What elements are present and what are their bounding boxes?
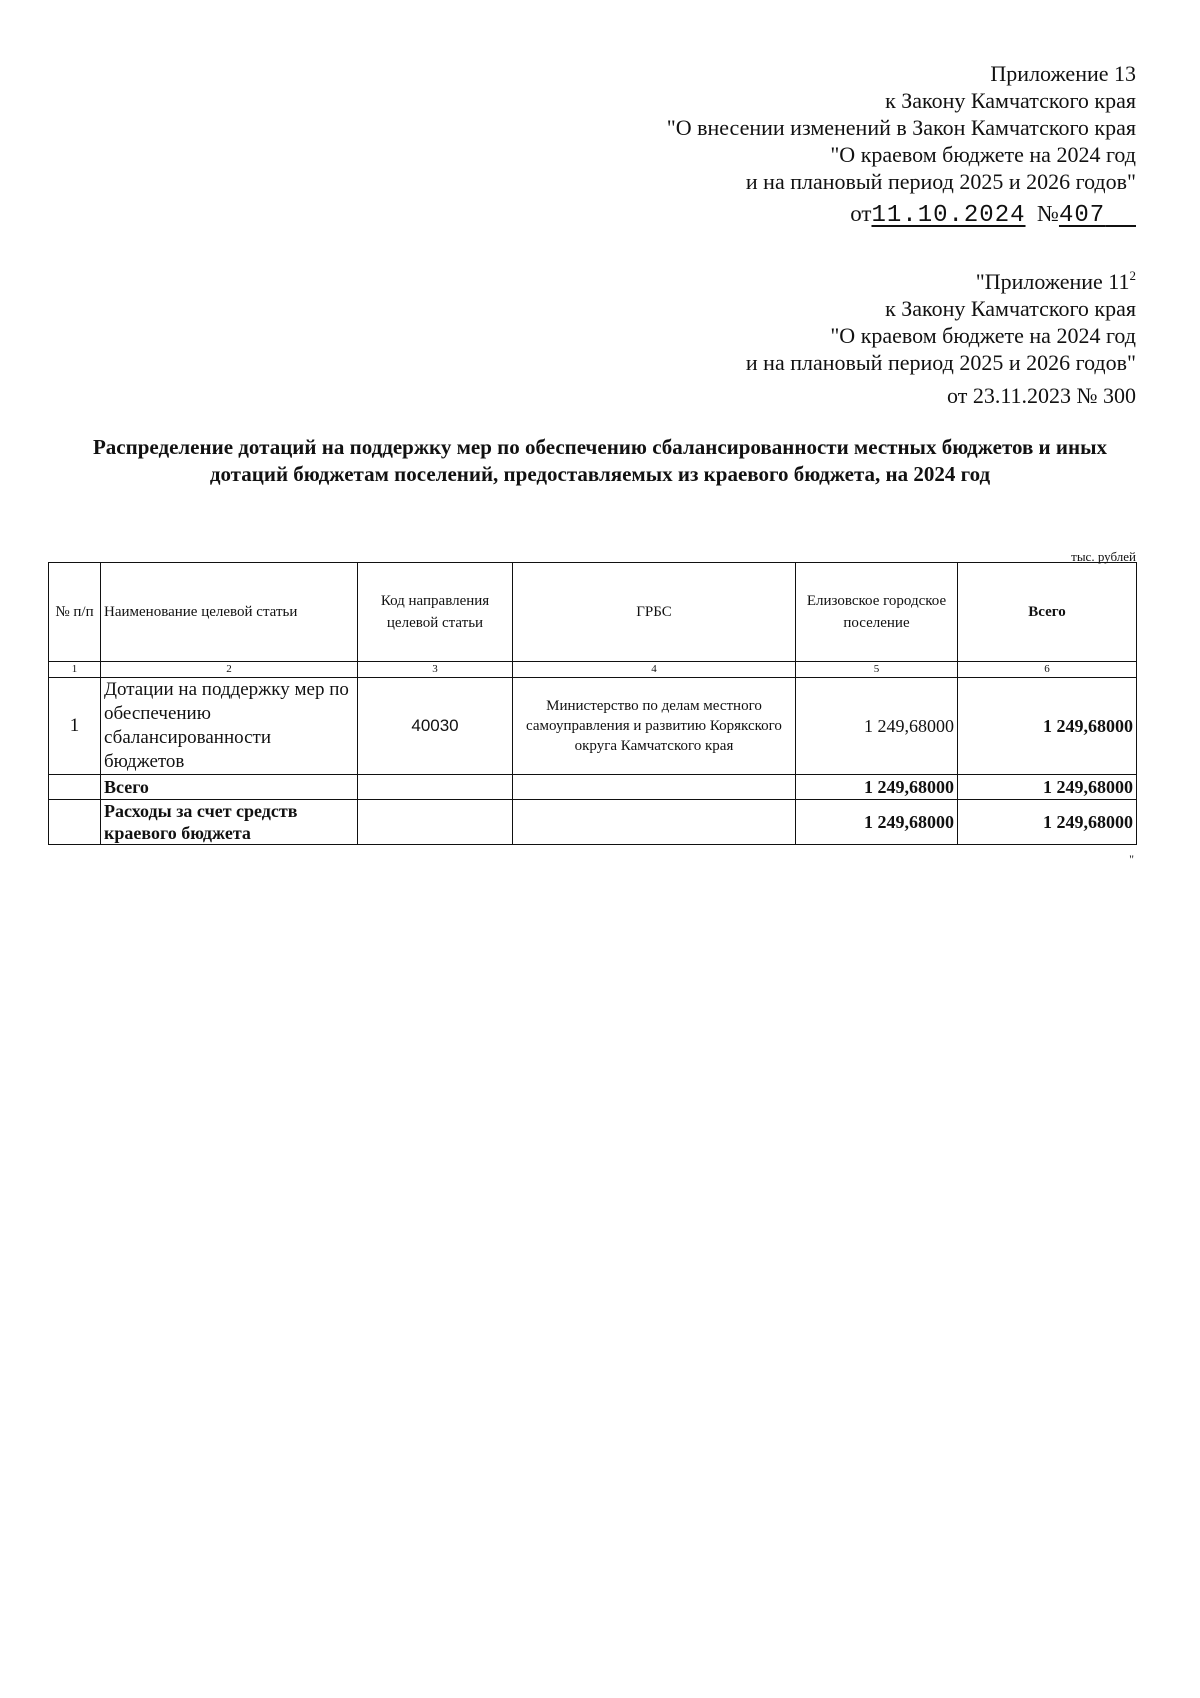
appendix-line: "О краевом бюджете на 2024 год xyxy=(830,323,1136,348)
law-date: 11.10.2024 xyxy=(871,202,1026,229)
document-title: Распределение дотаций на поддержку мер по обеспечению сбалансированности местных бюджетов и иных дотаций бюджетам поселений, предоставляемых из краевого бюджета, на 2024 год xyxy=(92,435,1107,486)
header-line: к Закону Камчатского края xyxy=(885,88,1136,113)
total-empty-cell xyxy=(49,775,101,800)
distribution-table xyxy=(48,562,1137,845)
column-number: 3 xyxy=(358,662,513,678)
column-number: 1 xyxy=(49,662,101,678)
appendix-line: к Закону Камчатского края xyxy=(885,296,1136,321)
closing-quote-mark: " xyxy=(1129,852,1134,866)
appendix-line: и на плановый период 2025 и 2026 годов" xyxy=(745,350,1136,375)
header-total: Всего xyxy=(958,563,1137,662)
row-code: 40030 xyxy=(358,678,513,775)
row-elizovo: 1 249,68000 xyxy=(796,678,958,775)
units-label: тыс. рублей xyxy=(1071,549,1136,564)
header-code: Код направления целевой статьи xyxy=(358,563,513,662)
column-number: 2 xyxy=(101,662,358,678)
row-total: 1 249,68000 xyxy=(958,678,1137,775)
table-row xyxy=(49,678,1137,775)
header-name: Наименование целевой статьи xyxy=(101,563,358,662)
expenses-elizovo: 1 249,68000 xyxy=(796,800,958,845)
expenses-empty-cell xyxy=(49,800,101,845)
appendix-date: от 23.11.2023 № 300 xyxy=(947,383,1136,408)
header-line: "О внесении изменений в Закон Камчатского края xyxy=(666,115,1136,140)
header-line: "О краевом бюджете на 2024 год xyxy=(830,142,1136,167)
total-row xyxy=(49,775,1137,800)
expenses-empty-cell xyxy=(358,800,513,845)
column-number: 5 xyxy=(796,662,958,678)
expenses-empty-cell xyxy=(513,800,796,845)
total-elizovo: 1 249,68000 xyxy=(796,775,958,800)
header-grbs: ГРБС xyxy=(513,563,796,662)
law-reference-block xyxy=(667,60,1136,229)
appendix-superscript: 2 xyxy=(1129,268,1136,283)
header-line: и на плановый период 2025 и 2026 годов" xyxy=(745,169,1136,194)
total-total: 1 249,68000 xyxy=(958,775,1137,800)
expenses-row xyxy=(49,800,1137,845)
law-number: 407 xyxy=(1058,202,1106,229)
header-elizovo: Елизовское городское поселение xyxy=(796,563,958,662)
number-prefix: № xyxy=(1037,201,1059,226)
header-index: № п/п xyxy=(49,563,101,662)
date-prefix: от xyxy=(850,201,872,226)
total-empty-cell xyxy=(358,775,513,800)
row-index: 1 xyxy=(49,678,101,775)
expenses-label: Расходы за счет средств краевого бюджета xyxy=(101,800,358,845)
column-number: 6 xyxy=(958,662,1137,678)
expenses-total: 1 249,68000 xyxy=(958,800,1137,845)
header-line: Приложение 13 xyxy=(990,61,1136,86)
row-grbs: Министерство по делам местного самоуправления и развитию Корякского округа Камчатского края xyxy=(513,678,796,775)
row-name: Дотации на поддержку мер по обеспечению сбалансированности бюджетов xyxy=(101,678,358,775)
column-number-row xyxy=(49,662,1137,678)
appendix-title-text: "Приложение 11 xyxy=(975,269,1130,294)
appendix-title xyxy=(746,262,1136,295)
law-date-number xyxy=(667,200,1136,229)
total-label: Всего xyxy=(101,775,358,800)
table-header-row xyxy=(49,563,1137,662)
column-number: 4 xyxy=(513,662,796,678)
appendix-reference-block xyxy=(746,262,1136,409)
total-empty-cell xyxy=(513,775,796,800)
